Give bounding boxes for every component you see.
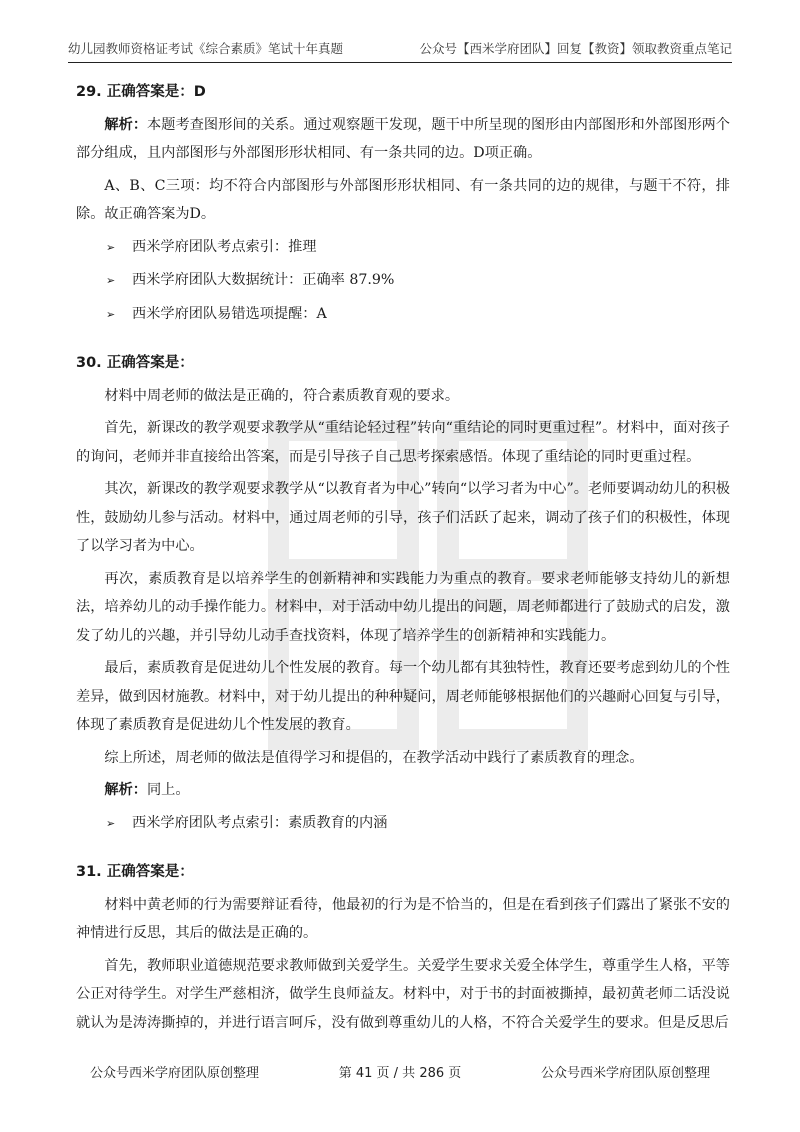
arrow-bullet-icon: ➢ <box>106 307 116 321</box>
header-right-note: 公众号【西米学府团队】回复【教资】领取教资重点笔记 <box>419 41 732 56</box>
header-left-title: 幼儿园教师资格证考试《综合素质》笔试十年真题 <box>68 41 344 56</box>
page-header <box>68 38 732 63</box>
q29-analysis-label: 解析： <box>104 116 148 133</box>
q30-analysis-text: 同上。 <box>146 782 190 798</box>
question-29-answer: 29. 正确答案是：D <box>76 84 206 100</box>
footer-left: 公众号西米学府团队原创整理 <box>90 1066 260 1081</box>
arrow-bullet-icon: ➢ <box>106 816 116 830</box>
arrow-bullet-icon: ➢ <box>106 274 116 287</box>
q29-bullet-2 <box>106 266 730 296</box>
arrow-bullet-icon: ➢ <box>106 240 116 254</box>
q29-analysis-text: 本题考查图形间的关系。通过观察题干发现，题干中所呈现的图形由内部图形和外部图形两个部分组成，且内部图形与外部图形形状相同、有一条共同的边。D项正确。 <box>76 116 730 161</box>
bullet-text: 西米学府团队易错选项提醒：A <box>132 305 327 322</box>
document-body <box>76 78 730 1041</box>
page-footer <box>90 1062 710 1081</box>
bullet-text: 西米学府团队考点索引：推理 <box>132 238 317 255</box>
q29-paragraph: A、B、C三项：均不符合内部图形与外部图形形状相同、有一条共同的边的规律，与题干不符，排除。故正确答案为D。 <box>76 177 730 222</box>
q29-bullet-3 <box>106 300 730 330</box>
footer-right: 公众号西米学府团队原创整理 <box>540 1066 710 1081</box>
q30-paragraph-4: 再次，素质教育是以培养学生的创新精神和实践能力为重点的教育。要求老师能够支持幼儿的新想法，培养幼儿的动手操作能力。材料中，对于活动中幼儿提出的问题，周老师都进行了鼓励式的启发，激发了幼儿的兴趣，并引导幼儿动手查找资料，体现了培养学生的创新精神和实践能力。 <box>76 570 730 644</box>
question-30-answer: 30. 正确答案是： <box>76 355 194 371</box>
q31-paragraph-2: 首先，教师职业道德规范要求教师做到关爱学生。关爱学生要求关爱全体学生，尊重学生人格，平等公正对待学生。对学生严慈相济，做学生良师益友。材料中，对于书的封面被撕掉，最初黄老师二话没说就认为是涛涛撕掉的，并进行语言呵斥，没有做到尊重幼儿的人格，不符合关爱学生的要求。但是反思后 <box>76 957 730 1031</box>
q29-analysis <box>76 111 730 168</box>
q30-analysis <box>76 776 730 805</box>
q31-paragraph-1: 材料中黄老师的行为需要辩证看待，他最初的行为是不恰当的，但是在看到孩子们露出了紧张不安的神情进行反思，其后的做法是正确的。 <box>76 896 730 941</box>
q30-paragraph-1: 材料中周老师的做法是正确的，符合素质教育观的要求。 <box>104 387 460 404</box>
question-31-answer: 31. 正确答案是： <box>76 864 194 880</box>
bullet-text: 西米学府团队考点索引：素质教育的内涵 <box>132 814 388 831</box>
q30-analysis-label: 解析： <box>104 782 147 798</box>
bullet-text: 西米学府团队大数据统计：正确率 87.9% <box>132 272 395 288</box>
q30-paragraph-3: 其次，新课改的教学观要求教学从“以教育者为中心”转向“以学习者为中心”。老师要调动幼儿的积极性，鼓励幼儿参与活动。材料中，通过周老师的引导，孩子们活跃了起来，调动了孩子们的积极性，体现了以学习者为中心。 <box>76 481 730 554</box>
page-number: 第 41 页 / 共 286 页 <box>338 1066 462 1081</box>
q29-bullet-1 <box>106 233 730 263</box>
q30-bullet-1 <box>106 809 730 839</box>
q30-paragraph-5: 最后，素质教育是促进幼儿个性发展的教育。每一个幼儿都有其独特性，教育还要考虑到幼儿的个性差异，做到因材施教。材料中，对于幼儿提出的种种疑问，周老师能够根据他们的兴趣耐心回复与引导，体现了素质教育是促进幼儿个性发展的教育。 <box>76 660 730 733</box>
q30-paragraph-6: 综上所述，周老师的做法是值得学习和提倡的，在教学活动中践行了素质教育的理念。 <box>104 749 644 766</box>
q30-paragraph-2: 首先，新课改的教学观要求教学从“重结论轻过程”转向“重结论的同时更重过程”。材料中，面对孩子的询问，老师并非直接给出答案，而是引导孩子自己思考探索感悟。体现了重结论的同时更重过程。 <box>76 420 730 465</box>
